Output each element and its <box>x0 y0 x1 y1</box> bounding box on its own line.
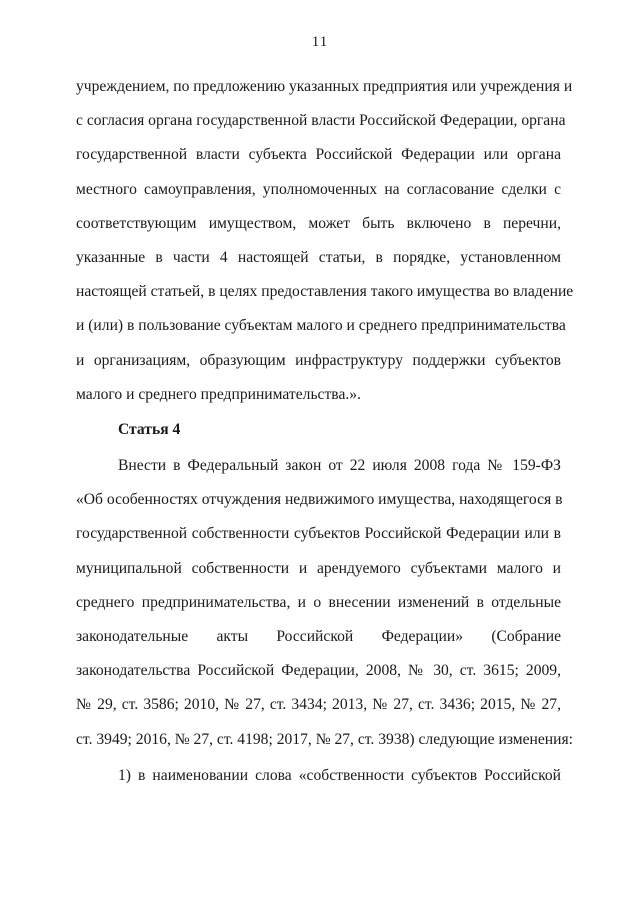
text-line: государственной собственности субъектов Российской Федерации или в <box>76 525 561 543</box>
text-line: государственной власти субъекта Российской Федерации или органа <box>76 146 561 164</box>
text-line: 1) в наименовании слова «собственности субъектов Российской <box>118 767 561 784</box>
text-line: «Об особенностях отчуждения недвижимого имущества, находящегося в <box>76 491 563 509</box>
article-heading: Статья 4 <box>118 421 181 438</box>
text-line: и (или) в пользование субъектам малого и среднего предпринимательства <box>76 317 566 335</box>
paragraph-item <box>76 759 561 793</box>
text-line: законодательные акты Российской Федерации» (Собрание <box>76 627 561 645</box>
text-line: среднего предпринимательства, и о внесении изменений в отдельные <box>76 593 561 611</box>
text-line: малого и среднего предпринимательства.». <box>76 385 361 403</box>
text-line: указанные в части 4 настоящей статьи, в порядке, установленном <box>76 248 561 266</box>
text-line: местного самоуправления, уполномоченных на согласование сделки с <box>76 180 561 198</box>
text-line: ст. 3949; 2016, № 27, ст. 4198; 2017, № 27, ст. 3938) следующие изменения: <box>76 730 574 748</box>
text-line: муниципальной собственности и арендуемого субъектами малого и <box>76 559 561 577</box>
text-line: Внести в Федеральный закон от 22 июля 2008 года № 159-ФЗ <box>118 457 561 474</box>
paragraph-continued <box>76 70 574 412</box>
paragraph-article <box>76 449 574 757</box>
text-line: и организациям, образующим инфраструктуру поддержки субъектов <box>76 351 561 369</box>
text-line: учреждением, по предложению указанных предприятия или учреждения и <box>76 78 573 95</box>
text-line: настоящей статьей, в целях предоставления такого имущества во владение <box>76 283 574 301</box>
text-line: законодательства Российской Федерации, 2008, № 30, ст. 3615; 2009, <box>76 662 561 680</box>
page-number: 11 <box>311 34 329 50</box>
text-line: с согласия органа государственной власти Российской Федерации, органа <box>76 112 566 130</box>
text-line: соответствующим имуществом, может быть включено в перечни, <box>76 214 561 232</box>
text-line: № 29, ст. 3586; 2010, № 27, ст. 3434; 2013, № 27, ст. 3436; 2015, № 27, <box>76 696 561 714</box>
